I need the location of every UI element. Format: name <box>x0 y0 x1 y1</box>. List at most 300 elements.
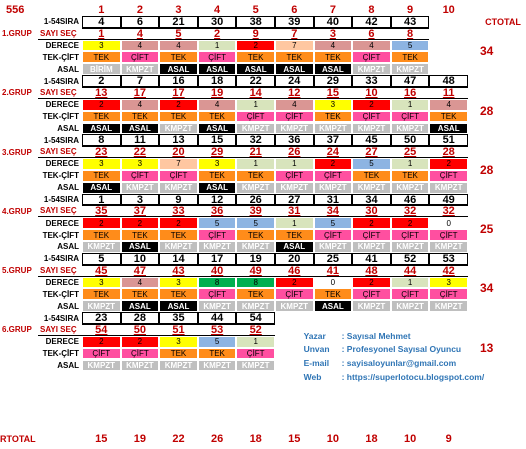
sira-cell: 51 <box>429 134 468 146</box>
column-header: 2 <box>136 3 143 16</box>
tek-cift-label: TEK-ÇİFT <box>42 171 79 181</box>
derece-cell: 1 <box>275 217 314 229</box>
asal-cell: ASAL <box>82 182 121 194</box>
tek-cift-cell: TEK <box>275 229 314 241</box>
sira-cell: 44 <box>198 312 237 324</box>
sira-cell: 47 <box>391 75 430 87</box>
group-total: 13 <box>480 340 494 355</box>
selected-number[interactable]: 6 <box>352 28 391 40</box>
asal-cell: KMPZT <box>275 182 314 194</box>
group-label: 5.GRUP <box>0 265 38 277</box>
sira-cell: 27 <box>275 194 314 206</box>
asal-cell: ASAL <box>198 63 237 75</box>
selected-number[interactable]: 34 <box>314 205 353 217</box>
row-total: 9 <box>445 433 452 446</box>
corner-value: 556 <box>6 3 25 16</box>
tek-cift-cell: TEK <box>314 51 353 63</box>
derece-cell: 5 <box>236 217 275 229</box>
tek-cift-cell: TEK <box>159 348 198 360</box>
asal-cell: KMPZT <box>82 241 121 253</box>
tek-cift-cell: ÇİFT <box>352 51 391 63</box>
sira-cell: 42 <box>352 16 391 28</box>
tek-cift-cell: TEK <box>82 170 121 182</box>
sira-cell: 28 <box>121 312 160 324</box>
sira-cell: 32 <box>236 134 275 146</box>
derece-cell: 7 <box>275 40 314 52</box>
sira-cell: 2 <box>82 75 121 87</box>
derece-cell: 2 <box>314 158 353 170</box>
selected-number[interactable]: 54 <box>82 324 121 336</box>
sira-cell: 53 <box>429 253 468 265</box>
derece-label: DERECE <box>45 337 79 347</box>
group-label: 1.GRUP <box>0 28 38 40</box>
asal-cell: ASAL <box>275 63 314 75</box>
selected-number[interactable]: 10 <box>352 87 391 99</box>
derece-label: DERECE <box>45 159 79 169</box>
selected-number[interactable]: 35 <box>82 205 121 217</box>
selected-number[interactable]: 53 <box>198 324 237 336</box>
sira-cell: 25 <box>314 253 353 265</box>
rtotal-label: RTOTAL <box>0 434 36 445</box>
sira-cell: 17 <box>198 253 237 265</box>
selected-number[interactable]: 12 <box>275 87 314 99</box>
asal-cell: ASAL <box>314 63 353 75</box>
sira-cell: 14 <box>159 253 198 265</box>
tek-cift-cell: TEK <box>391 170 430 182</box>
asal-cell: KMPZT <box>198 300 237 312</box>
row-total: 15 <box>288 433 301 446</box>
asal-cell: KMPZT <box>236 241 275 253</box>
selected-number[interactable]: 2 <box>198 28 237 40</box>
sira-cell: 26 <box>236 194 275 206</box>
derece-cell: 1 <box>275 158 314 170</box>
selected-number[interactable]: 52 <box>236 324 275 336</box>
tek-cift-cell: TEK <box>275 51 314 63</box>
sira-label: 1-54SIRA <box>43 76 79 86</box>
derece-cell: 2 <box>159 217 198 229</box>
tek-cift-cell: TEK <box>159 229 198 241</box>
derece-cell: 1 <box>236 158 275 170</box>
derece-cell: 2 <box>82 336 121 348</box>
derece-label: DERECE <box>45 277 79 287</box>
selected-number[interactable]: 11 <box>429 87 468 99</box>
group-label: 4.GRUP <box>0 205 38 217</box>
asal-cell: KMPZT <box>391 63 430 75</box>
row-total: 19 <box>133 433 147 446</box>
sira-cell: 16 <box>159 75 198 87</box>
tek-cift-cell: TEK <box>82 288 121 300</box>
derece-cell: 1 <box>391 158 430 170</box>
selected-number[interactable]: 22 <box>121 146 160 158</box>
tek-cift-cell: TEK <box>198 348 237 360</box>
row-total: 10 <box>403 433 417 446</box>
tek-cift-cell: TEK <box>236 51 275 63</box>
derece-cell: 5 <box>391 40 430 52</box>
selected-number[interactable]: 33 <box>159 205 198 217</box>
derece-cell: 2 <box>82 217 121 229</box>
selected-number[interactable]: 36 <box>198 205 237 217</box>
derece-cell: 4 <box>121 99 160 111</box>
asal-cell: ASAL <box>159 63 198 75</box>
tek-cift-cell: TEK <box>82 229 121 241</box>
selected-number[interactable]: 31 <box>275 205 314 217</box>
tek-cift-cell: TEK <box>159 288 198 300</box>
sec-label: SAYI SEÇ <box>38 87 82 99</box>
asal-cell: KMPZT <box>429 241 468 253</box>
selected-number[interactable]: 28 <box>429 146 468 158</box>
derece-cell: 3 <box>121 158 160 170</box>
asal-cell: KMPZT <box>391 182 430 194</box>
derece-cell: 2 <box>352 277 391 289</box>
group-total: 28 <box>480 162 494 177</box>
selected-number[interactable]: 17 <box>121 87 160 99</box>
sira-cell: 12 <box>198 194 237 206</box>
selected-number[interactable]: 51 <box>159 324 198 336</box>
sira-cell: 15 <box>198 134 237 146</box>
asal-cell: KMPZT <box>159 241 198 253</box>
selected-number[interactable]: 37 <box>121 205 160 217</box>
derece-cell: 3 <box>159 277 198 289</box>
selected-number[interactable]: 39 <box>236 205 275 217</box>
derece-cell: 5 <box>314 217 353 229</box>
sira-cell: 19 <box>236 253 275 265</box>
asal-cell: KMPZT <box>159 123 198 135</box>
sira-label: 1-54SIRA <box>43 135 79 145</box>
derece-cell: 3 <box>314 99 353 111</box>
tek-cift-cell: ÇİFT <box>314 229 353 241</box>
asal-label: ASAL <box>57 123 79 133</box>
sira-cell: 35 <box>159 312 198 324</box>
tek-cift-cell: ÇİFT <box>275 288 314 300</box>
tek-cift-cell: TEK <box>314 111 353 123</box>
derece-cell: 4 <box>198 99 237 111</box>
tek-cift-cell: TEK <box>82 111 121 123</box>
selected-number[interactable]: 44 <box>391 265 430 277</box>
derece-cell: 3 <box>82 277 121 289</box>
asal-cell: ASAL <box>198 182 237 194</box>
asal-cell: ASAL <box>159 300 198 312</box>
selected-number[interactable]: 48 <box>352 265 391 277</box>
derece-cell: 2 <box>352 99 391 111</box>
row-total: 18 <box>249 433 262 446</box>
derece-cell: 5 <box>198 336 237 348</box>
asal-cell: ASAL <box>198 123 237 135</box>
tek-cift-cell: TEK <box>159 111 198 123</box>
derece-label: DERECE <box>45 218 79 228</box>
info-key: Yazar <box>303 330 326 341</box>
tek-cift-cell: ÇİFT <box>429 170 468 182</box>
tek-cift-cell: TEK <box>352 170 391 182</box>
derece-cell: 1 <box>236 336 275 348</box>
sira-cell: 49 <box>429 194 468 206</box>
tek-cift-cell: ÇİFT <box>391 288 430 300</box>
group-total: 34 <box>480 281 494 296</box>
tek-cift-cell: ÇİFT <box>429 288 468 300</box>
selected-number[interactable]: 32 <box>391 205 430 217</box>
selected-number[interactable]: 21 <box>236 146 275 158</box>
asal-cell: KMPZT <box>352 241 391 253</box>
derece-cell: 3 <box>159 336 198 348</box>
derece-cell: 2 <box>121 336 160 348</box>
sira-cell: 33 <box>352 75 391 87</box>
row-total: 15 <box>95 433 108 446</box>
tek-cift-cell: ÇİFT <box>429 229 468 241</box>
asal-cell: KMPZT <box>352 123 391 135</box>
derece-cell: 5 <box>352 158 391 170</box>
sira-cell: 23 <box>82 312 121 324</box>
asal-cell: ASAL <box>82 123 121 135</box>
sira-label: 1-54SIRA <box>43 313 79 323</box>
asal-label: ASAL <box>57 360 79 370</box>
sira-cell: 54 <box>236 312 275 324</box>
sira-cell: 48 <box>429 75 468 87</box>
sira-cell: 37 <box>314 134 353 146</box>
tek-cift-cell: TEK <box>236 170 275 182</box>
column-header: 9 <box>407 3 414 16</box>
asal-cell: KMPZT <box>391 123 430 135</box>
tek-cift-cell: ÇİFT <box>198 229 237 241</box>
tek-cift-cell: TEK <box>391 51 430 63</box>
tek-cift-cell: TEK <box>429 111 468 123</box>
selected-number[interactable]: 17 <box>159 87 198 99</box>
derece-cell: 2 <box>352 217 391 229</box>
selected-number[interactable]: 8 <box>391 28 430 40</box>
column-header: 6 <box>291 3 298 16</box>
asal-cell: KMPZT <box>429 182 468 194</box>
asal-label: ASAL <box>57 183 79 193</box>
asal-cell: KMPZT <box>275 300 314 312</box>
derece-cell: 3 <box>82 158 121 170</box>
column-header: 10 <box>442 3 455 16</box>
info-value[interactable]: : https://superlotocu.blogspot.com/ <box>341 371 485 382</box>
tek-cift-cell: ÇİFT <box>198 51 237 63</box>
group-label: 3.GRUP <box>0 146 38 158</box>
sec-label: SAYI SEÇ <box>38 324 82 336</box>
sira-cell: 52 <box>391 253 430 265</box>
asal-label: ASAL <box>57 64 79 74</box>
asal-cell: KMPZT <box>236 300 275 312</box>
asal-cell: ASAL <box>275 241 314 253</box>
tek-cift-cell: ÇİFT <box>352 229 391 241</box>
sira-cell: 13 <box>159 134 198 146</box>
sira-cell: 7 <box>121 75 160 87</box>
sira-cell: 21 <box>159 16 198 28</box>
sira-cell: 11 <box>121 134 160 146</box>
asal-cell: KMPZT <box>82 300 121 312</box>
derece-cell: 5 <box>198 217 237 229</box>
selected-number[interactable]: 49 <box>236 265 275 277</box>
column-header: 4 <box>214 3 221 16</box>
selected-number[interactable]: 4 <box>121 28 160 40</box>
asal-cell: ASAL <box>121 241 160 253</box>
selected-number[interactable]: 19 <box>198 87 237 99</box>
derece-cell: 0 <box>314 277 353 289</box>
asal-cell: ASAL <box>121 123 160 135</box>
derece-cell: 2 <box>275 277 314 289</box>
selected-number[interactable]: 26 <box>275 146 314 158</box>
sira-cell: 22 <box>236 75 275 87</box>
asal-cell: KMPZT <box>198 241 237 253</box>
derece-cell: 3 <box>82 40 121 52</box>
asal-cell: KMPZT <box>236 182 275 194</box>
asal-cell: KMPZT <box>314 241 353 253</box>
tek-cift-cell: ÇİFT <box>236 348 275 360</box>
sira-cell: 3 <box>121 194 160 206</box>
selected-number[interactable]: 7 <box>275 28 314 40</box>
selected-number[interactable]: 43 <box>159 265 198 277</box>
sira-cell: 18 <box>198 75 237 87</box>
asal-cell: KMPZT <box>121 182 160 194</box>
selected-number[interactable]: 42 <box>429 265 468 277</box>
derece-cell: 1 <box>236 99 275 111</box>
selected-number[interactable]: 45 <box>82 265 121 277</box>
asal-cell: ASAL <box>314 300 353 312</box>
tek-cift-cell: ÇİFT <box>352 111 391 123</box>
sira-cell: 40 <box>314 16 353 28</box>
tek-cift-label: TEK-ÇİFT <box>42 230 79 240</box>
selected-number[interactable]: 9 <box>236 28 275 40</box>
selected-number[interactable]: 41 <box>314 265 353 277</box>
sira-cell: 38 <box>236 16 275 28</box>
asal-cell: KMPZT <box>159 360 198 372</box>
tek-cift-cell: ÇİFT <box>159 170 198 182</box>
selected-number[interactable]: 24 <box>314 146 353 158</box>
asal-cell: BİRİM <box>82 63 121 75</box>
selected-number[interactable]: 25 <box>391 146 430 158</box>
selected-number[interactable]: 1 <box>82 28 121 40</box>
tek-cift-cell: ÇİFT <box>352 288 391 300</box>
asal-cell: KMPZT <box>314 123 353 135</box>
derece-cell: 7 <box>159 158 198 170</box>
asal-cell: ASAL <box>121 300 160 312</box>
derece-cell: 1 <box>198 40 237 52</box>
sira-cell: 9 <box>159 194 198 206</box>
tek-cift-cell: ÇİFT <box>236 111 275 123</box>
tek-cift-cell: TEK <box>314 288 353 300</box>
asal-cell: KMPZT <box>391 241 430 253</box>
selected-number[interactable]: 14 <box>236 87 275 99</box>
asal-cell: KMPZT <box>198 360 237 372</box>
selected-number[interactable]: 29 <box>198 146 237 158</box>
asal-cell: KMPZT <box>314 182 353 194</box>
tek-cift-label: TEK-ÇİFT <box>42 349 79 359</box>
derece-cell: 4 <box>121 40 160 52</box>
tek-cift-cell: TEK <box>159 51 198 63</box>
selected-number[interactable]: 3 <box>314 28 353 40</box>
column-header: 3 <box>175 3 182 16</box>
asal-cell: KMPZT <box>352 182 391 194</box>
asal-cell: KMPZT <box>159 182 198 194</box>
info-value: : Profesyonel Sayısal Oyuncu <box>341 344 462 355</box>
asal-label: ASAL <box>57 242 79 252</box>
column-header: 5 <box>252 3 259 16</box>
selected-number[interactable]: 20 <box>159 146 198 158</box>
selected-number[interactable]: 16 <box>391 87 430 99</box>
row-total: 18 <box>365 433 378 446</box>
asal-label: ASAL <box>57 301 79 311</box>
derece-cell: 4 <box>275 99 314 111</box>
selected-number[interactable]: 47 <box>121 265 160 277</box>
sira-cell: 41 <box>352 253 391 265</box>
asal-cell: KMPZT <box>352 63 391 75</box>
row-total: 26 <box>210 433 224 446</box>
info-key: Web <box>303 371 322 382</box>
sira-cell: 46 <box>391 194 430 206</box>
derece-cell: 1 <box>391 99 430 111</box>
tek-cift-cell: ÇİFT <box>121 348 160 360</box>
sira-cell: 29 <box>314 75 353 87</box>
derece-cell: 4 <box>159 40 198 52</box>
info-value[interactable]: : sayisaloyunlar@gmail.com <box>341 358 457 369</box>
derece-cell: 4 <box>429 99 468 111</box>
derece-cell: 2 <box>236 40 275 52</box>
tek-cift-cell: ÇİFT <box>198 288 237 300</box>
tek-cift-cell: TEK <box>198 170 237 182</box>
sira-cell: 45 <box>352 134 391 146</box>
sira-cell: 34 <box>352 194 391 206</box>
tek-cift-cell: ÇİFT <box>314 170 353 182</box>
derece-cell: 3 <box>429 277 468 289</box>
sira-cell: 39 <box>275 16 314 28</box>
sira-cell: 8 <box>82 134 121 146</box>
selected-number[interactable]: 40 <box>198 265 237 277</box>
group-total: 34 <box>480 44 494 59</box>
selected-number[interactable]: 15 <box>314 87 353 99</box>
selected-number[interactable]: 5 <box>159 28 198 40</box>
row-total: 22 <box>172 433 185 446</box>
derece-cell: 2 <box>391 217 430 229</box>
asal-cell: KMPZT <box>429 300 468 312</box>
tek-cift-cell: TEK <box>121 288 160 300</box>
tek-cift-label: TEK-ÇİFT <box>42 52 79 62</box>
tek-cift-cell: ÇİFT <box>121 170 160 182</box>
selected-number[interactable]: 13 <box>82 87 121 99</box>
selected-number[interactable]: 27 <box>352 146 391 158</box>
derece-cell: 8 <box>236 277 275 289</box>
tek-cift-cell: ÇİFT <box>275 170 314 182</box>
selected-number[interactable]: 32 <box>429 205 468 217</box>
sec-label: SAYI SEÇ <box>38 205 82 217</box>
selected-number[interactable]: 46 <box>275 265 314 277</box>
derece-cell: 2 <box>121 217 160 229</box>
sira-label: 1-54SIRA <box>43 17 79 27</box>
asal-cell: KMPZT <box>121 63 160 75</box>
sira-cell: 4 <box>82 16 121 28</box>
sira-cell: 43 <box>391 16 430 28</box>
derece-cell: 2 <box>82 99 121 111</box>
info-key: Unvan <box>303 344 330 355</box>
sec-label: SAYI SEÇ <box>38 265 82 277</box>
tek-cift-cell: ÇİFT <box>391 111 430 123</box>
sec-label: SAYI SEÇ <box>38 146 82 158</box>
sira-cell: 30 <box>198 16 237 28</box>
asal-cell: KMPZT <box>236 123 275 135</box>
derece-cell: 4 <box>352 40 391 52</box>
selected-number[interactable]: 23 <box>82 146 121 158</box>
selected-number[interactable]: 50 <box>121 324 160 336</box>
derece-cell: 8 <box>198 277 237 289</box>
sira-cell: 24 <box>275 75 314 87</box>
sira-cell: 6 <box>121 16 160 28</box>
derece-cell: 4 <box>314 40 353 52</box>
group-label: 2.GRUP <box>0 87 38 99</box>
sira-cell: 5 <box>82 253 121 265</box>
selected-number[interactable]: 30 <box>352 205 391 217</box>
tek-cift-cell: ÇİFT <box>275 111 314 123</box>
group-total: 28 <box>480 103 494 118</box>
sec-label: SAYI SEÇ <box>38 28 82 40</box>
sira-label: 1-54SIRA <box>43 195 79 205</box>
